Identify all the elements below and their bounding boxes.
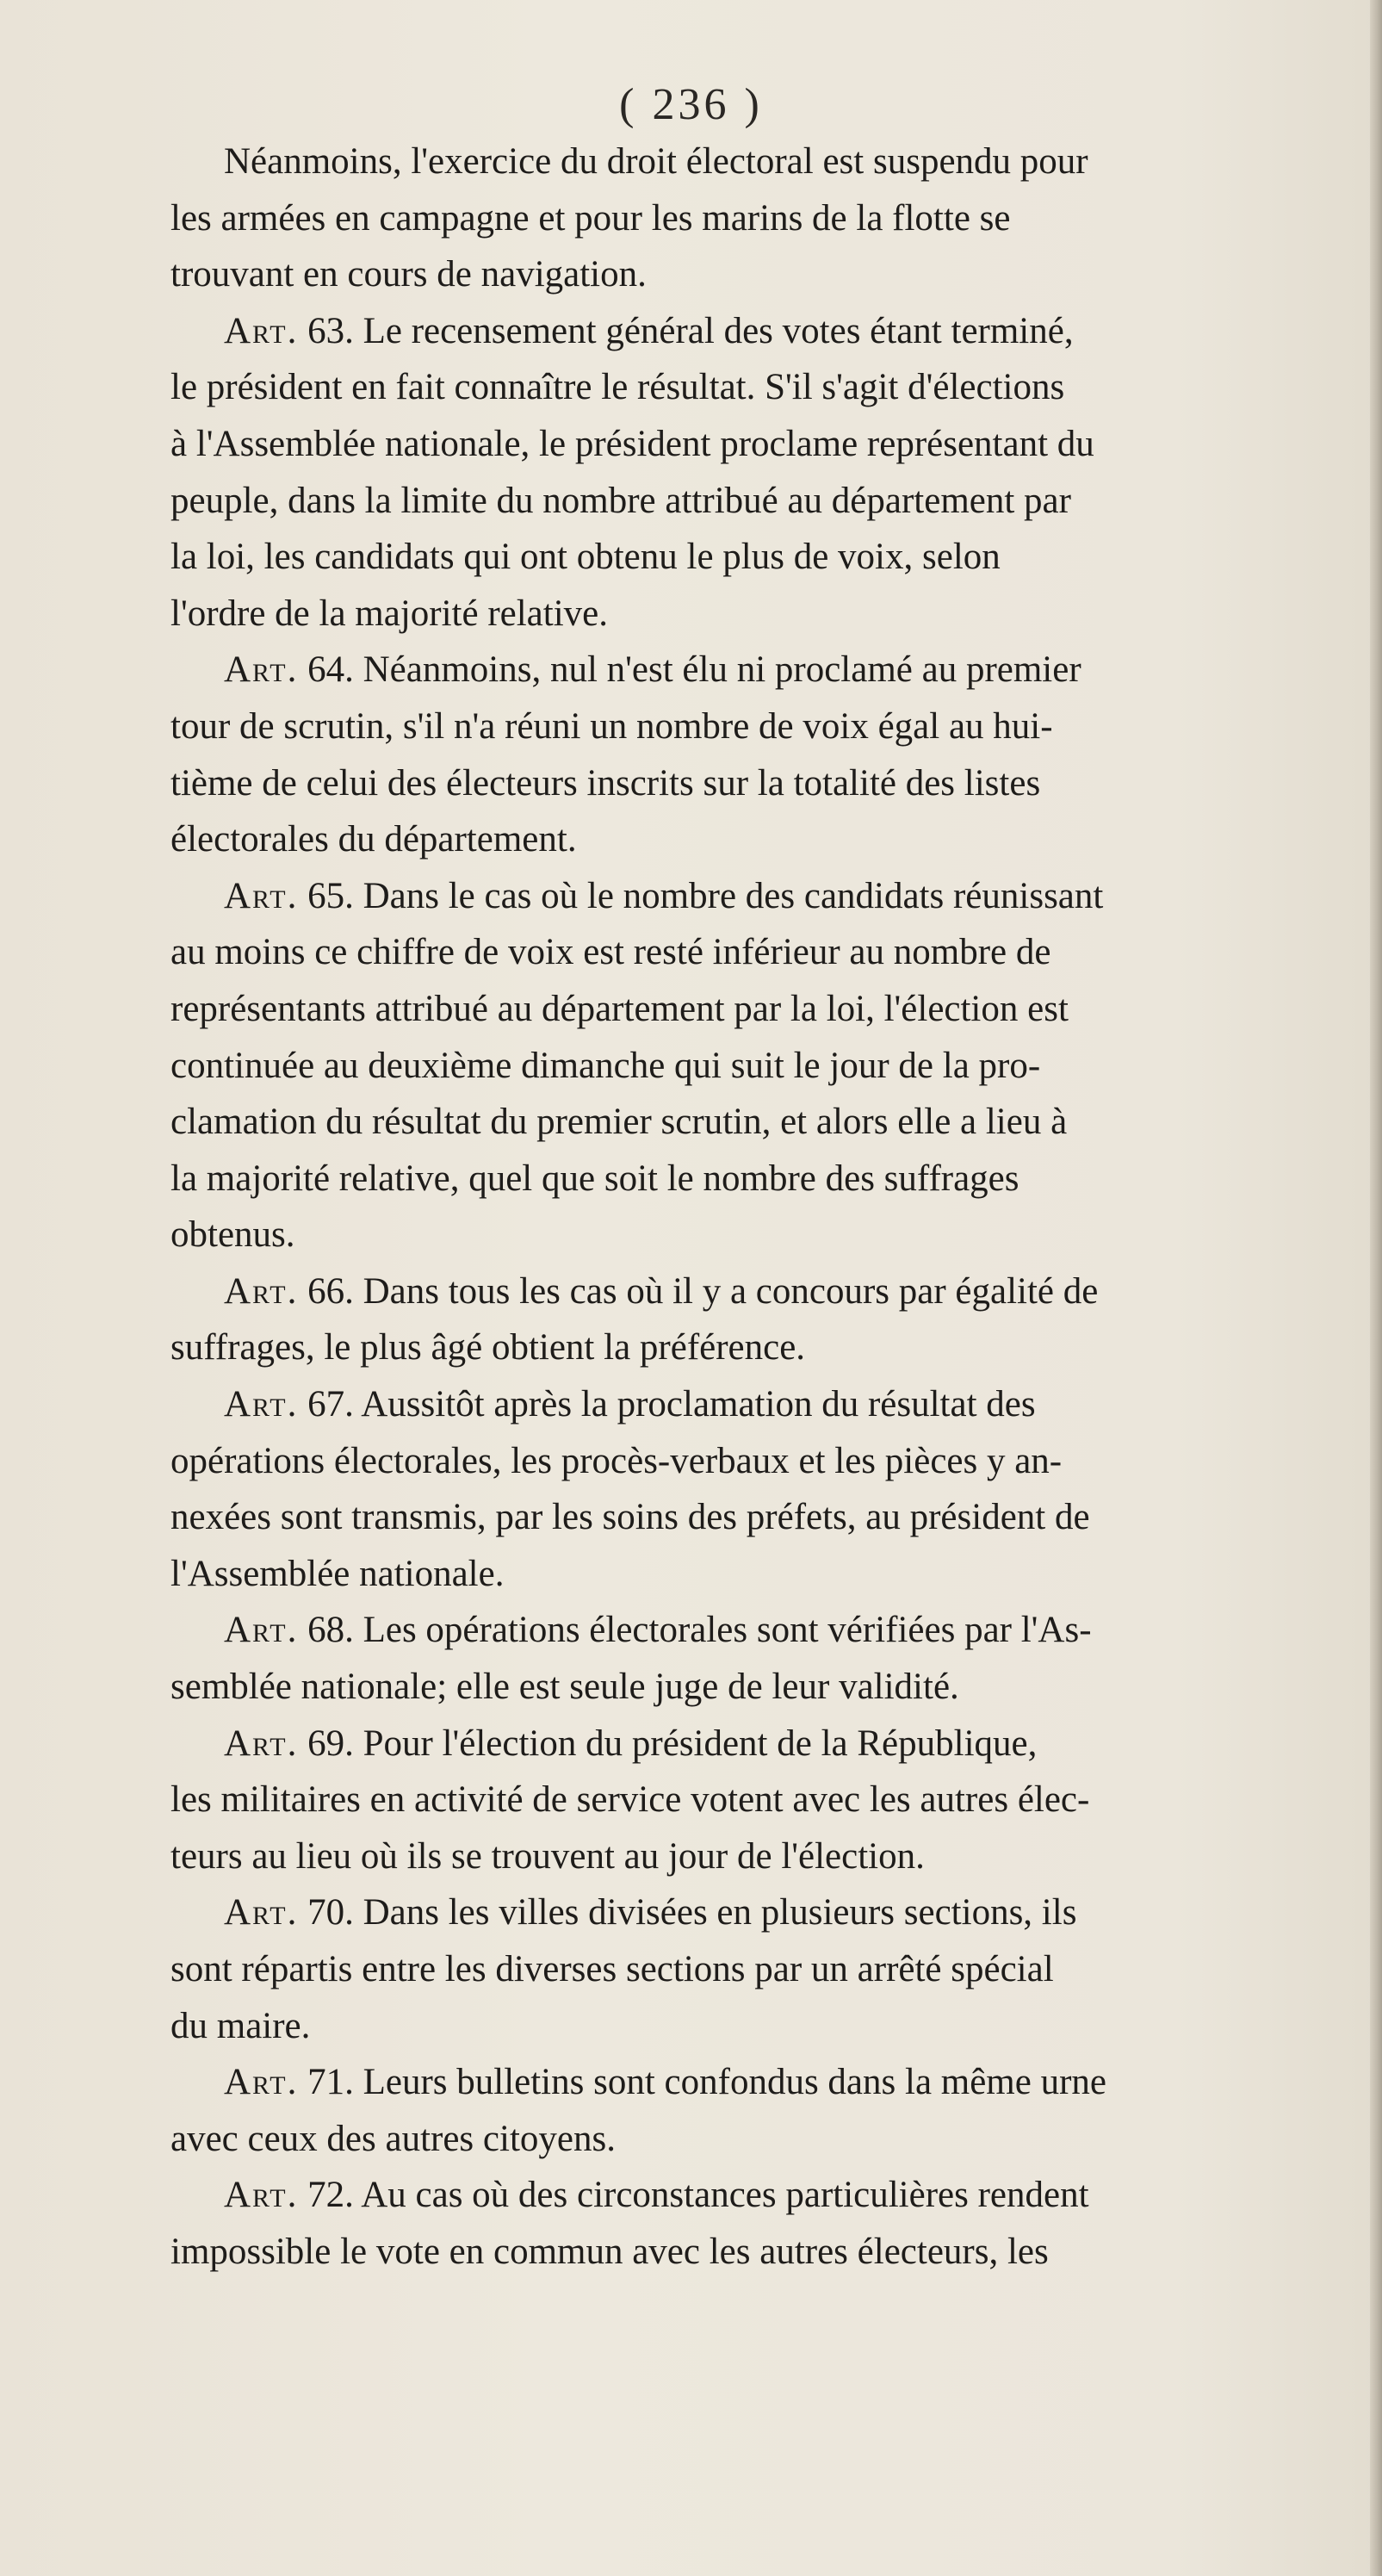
- line-text: le président en fait connaître le résultat. S'il s'agit d'élections: [170, 367, 1065, 408]
- line-text: continuée au deuxième dimanche qui suit le jour de la pro-: [170, 1045, 1041, 1086]
- line-text: les armées en campagne et pour les marins de la flotte se: [170, 197, 1011, 239]
- text-line: [170, 811, 1354, 868]
- line-text: 70. Dans les villes divisées en plusieurs sections, ils: [298, 1892, 1077, 1934]
- line-text: 64. Néanmoins, nul n'est élu ni proclamé au premier: [298, 649, 1081, 691]
- line-text: sont répartis entre les diverses sections par un arrêté spécial: [170, 1949, 1054, 1989]
- line-text: 63. Le recensement général des votes étant terminé,: [298, 310, 1074, 351]
- text-line: [170, 755, 1354, 812]
- page-number: ( 236 ): [619, 80, 763, 129]
- article-label: Art.: [224, 1384, 299, 1425]
- article-label: Art.: [224, 2062, 299, 2103]
- text-line: [170, 133, 1354, 190]
- article-line: [170, 868, 1354, 925]
- article-label: Art.: [224, 310, 299, 351]
- line-text: trouvant en cours de navigation.: [170, 254, 647, 295]
- article-line: [170, 1716, 1354, 1772]
- text-line: [170, 1828, 1354, 1885]
- text-line: [170, 190, 1354, 247]
- line-text: 65. Dans le cas où le nombre des candidats réunissant: [298, 875, 1104, 916]
- text-line: [170, 416, 1354, 473]
- text-line: [170, 1772, 1354, 1828]
- text-line: [170, 1659, 1354, 1716]
- text-line: [170, 359, 1354, 416]
- line-text: tième de celui des électeurs inscrits sur la totalité des listes: [170, 762, 1041, 804]
- line-text: avec ceux des autres citoyens.: [170, 2118, 616, 2159]
- line-text: 68. Les opérations électorales sont vérifiées par l'As-: [298, 1610, 1092, 1651]
- text-line: [170, 246, 1354, 303]
- line-text: suffrages, le plus âgé obtient la préférence.: [170, 1327, 806, 1369]
- line-text: Néanmoins, l'exercice du droit électoral est suspendu pour: [224, 141, 1088, 182]
- article-line: [170, 1263, 1354, 1320]
- article-label: Art.: [224, 875, 299, 916]
- line-text: au moins ce chiffre de voix est resté inférieur au nombre de: [170, 932, 1051, 973]
- line-text: peuple, dans la limite du nombre attribué au département par: [170, 480, 1071, 521]
- text-line: [170, 1941, 1354, 1998]
- line-text: opérations électorales, les procès-verbaux et les pièces y an-: [170, 1440, 1063, 1481]
- body-text: [170, 133, 1354, 2281]
- line-text: impossible le vote en commun avec les autres électeurs, les: [170, 2231, 1049, 2272]
- line-text: 71. Leurs bulletins sont confondus dans la même urne: [298, 2062, 1106, 2103]
- article-label: Art.: [224, 649, 299, 691]
- line-text: la majorité relative, quel que soit le nombre des suffrages: [170, 1158, 1019, 1199]
- line-text: représentants attribué au département par la loi, l'élection est: [170, 988, 1069, 1029]
- line-text: à l'Assemblée nationale, le président proclame représentant du: [170, 423, 1094, 464]
- article-line: [170, 1602, 1354, 1659]
- line-text: tour de scrutin, s'il n'a réuni un nombre de voix égal au hui-: [170, 705, 1053, 747]
- line-text: la loi, les candidats qui ont obtenu le plus de voix, selon: [170, 537, 1001, 578]
- article-label: Art.: [224, 2175, 299, 2216]
- article-line: [170, 1884, 1354, 1941]
- line-text: obtenus.: [170, 1214, 295, 1256]
- text-line: [170, 529, 1354, 586]
- line-text: du maire.: [170, 2005, 311, 2046]
- text-line: [170, 586, 1354, 642]
- line-text: nexées sont transmis, par les soins des préfets, au président de: [170, 1497, 1090, 1538]
- article-line: [170, 642, 1354, 698]
- line-text: 67. Aussitôt après la proclamation du résultat des: [298, 1384, 1036, 1425]
- line-text: l'ordre de la majorité relative.: [170, 593, 608, 634]
- text-line: [170, 924, 1354, 981]
- line-text: électorales du département.: [170, 819, 577, 860]
- text-line: [170, 1151, 1354, 1207]
- text-line: [170, 1546, 1354, 1603]
- text-line: [170, 1433, 1354, 1490]
- text-line: [170, 1207, 1354, 1263]
- text-line: [170, 473, 1354, 530]
- line-text: les militaires en activité de service votent avec les autres élec-: [170, 1779, 1090, 1821]
- line-text: 72. Au cas où des circonstances particulières rendent: [298, 2175, 1089, 2216]
- text-line: [170, 2111, 1354, 2168]
- page-gutter: [1370, 0, 1382, 2576]
- article-label: Art.: [224, 1270, 299, 1312]
- article-line: [170, 1376, 1354, 1433]
- article-label: Art.: [224, 1892, 299, 1934]
- line-text: 66. Dans tous les cas où il y a concours par égalité de: [298, 1270, 1099, 1312]
- text-line: [170, 1094, 1354, 1151]
- article-label: Art.: [224, 1723, 299, 1764]
- article-line: [170, 2167, 1354, 2224]
- text-line: [170, 2224, 1354, 2281]
- text-line: [170, 1319, 1354, 1376]
- text-line: [170, 1489, 1354, 1546]
- text-line: [170, 981, 1354, 1038]
- article-label: Art.: [224, 1610, 299, 1651]
- article-line: [170, 2054, 1354, 2111]
- line-text: teurs au lieu où ils se trouvent au jour de l'élection.: [170, 1835, 925, 1877]
- line-text: l'Assemblée nationale.: [170, 1553, 505, 1594]
- text-line: [170, 1998, 1354, 2055]
- text-line: [170, 1038, 1354, 1095]
- line-text: clamation du résultat du premier scrutin, et alors elle a lieu à: [170, 1102, 1068, 1143]
- article-line: [170, 303, 1354, 360]
- text-line: [170, 698, 1354, 755]
- line-text: 69. Pour l'élection du président de la République,: [298, 1723, 1038, 1764]
- line-text: semblée nationale; elle est seule juge de leur validité.: [170, 1667, 959, 1708]
